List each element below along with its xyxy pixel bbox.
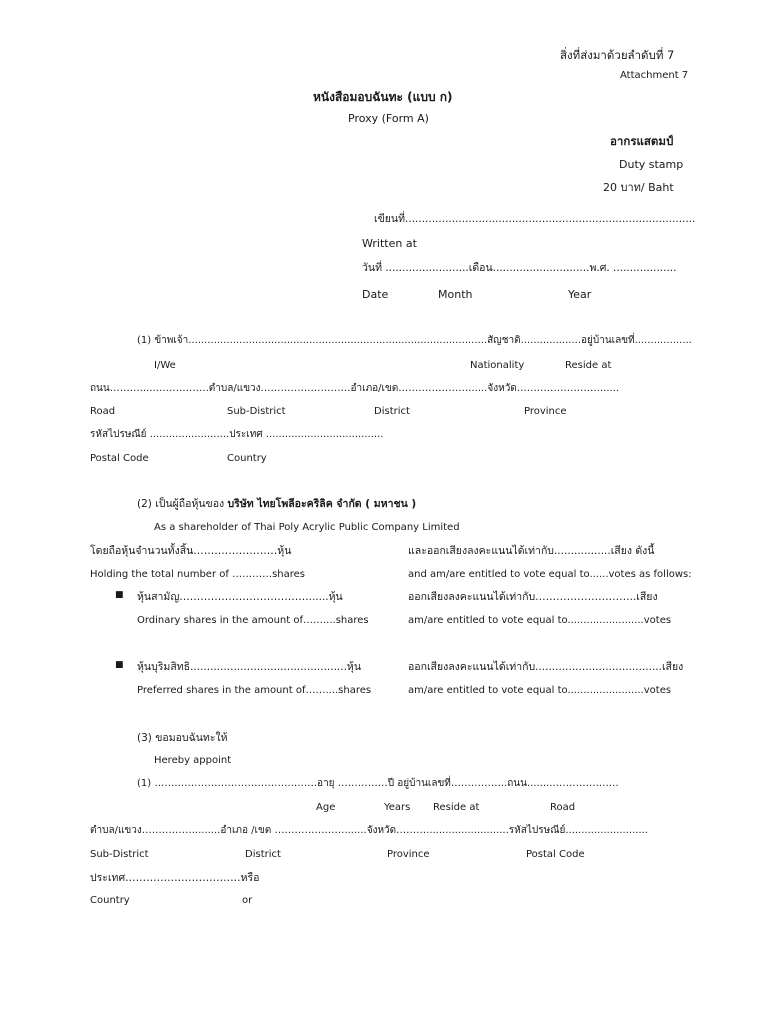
subdistrict-label: Sub-District [227, 406, 286, 417]
company-name-th: บริษัท ไทยโพลีอะคริลิค จำกัด ( มหาชน ) [227, 498, 417, 510]
shareholder-line-en: As a shareholder of Thai Poly Acrylic Public Company Limited [154, 522, 460, 533]
date-field[interactable]: วันที่ .........................เดือน.............................พ.ศ. ................... [362, 262, 677, 274]
bullet-icon: ■ [115, 660, 124, 670]
district-label: District [245, 849, 281, 860]
preferred-votes-field[interactable]: ออกเสียงลงคะแนนได้เท่ากับ......................................เสียง [408, 661, 684, 673]
bullet-icon: ■ [115, 590, 124, 600]
preferred-shares-label-en: Preferred shares in the amount of……....shares [137, 685, 372, 696]
shareholder-prefix: (2) เป็นผู้ถือหุ้นของ [137, 498, 228, 510]
form-title-th: หนังสือมอบฉันทะ (แบบ ก) [313, 90, 453, 104]
written-at-field[interactable]: เขียนที่....................................................................................... [374, 213, 696, 225]
province-label: Province [387, 849, 430, 860]
ordinary-shares-field[interactable]: หุ้นสามัญ……………………………….......หุ้น [137, 591, 343, 603]
reside-label: Reside at [433, 802, 480, 813]
age-label: Age [316, 802, 336, 813]
nationality-label: Nationality [470, 360, 525, 371]
subdistrict-label: Sub-District [90, 849, 149, 860]
address-field-line[interactable]: ถนน……….....…………….ตำบล/แขวง………………………อำเภอ/เขต…………………......จังหวัด……………………....... [90, 383, 620, 394]
total-shares-field[interactable]: โดยถือหุ้นจำนวนทั้งสิ้น……………………หุ้น [90, 545, 292, 557]
postal-field-line[interactable]: รหัสไปรษณีย์ .........................ประเทศ ..................................... [90, 429, 384, 440]
ordinary-shares-label-en: Ordinary shares in the amount of……....shares [137, 615, 369, 626]
attachment-label-th: สิ่งที่ส่งมาด้วยลำดับที่ 7 [560, 48, 675, 62]
preferred-votes-label-en: am/are entitled to vote equal to........................votes [408, 685, 672, 696]
month-label-en: Month [438, 288, 473, 301]
country-label: Country [227, 453, 267, 464]
total-shares-label-en: Holding the total number of …………shares [90, 569, 305, 580]
postal-code-label: Postal Code [526, 849, 585, 860]
province-label: Province [524, 406, 567, 417]
total-votes-field[interactable]: และออกเสียงลงคะแนนได้เท่ากับ.................เสียง ดังนี้ [408, 545, 655, 557]
grantor-field-line[interactable]: (1) ข้าพเจ้า..............................................................................................สัญชาติ...................อยู่บ้านเลขที่.................. [137, 335, 692, 346]
iwe-label: I/We [154, 360, 176, 371]
year-label-en: Year [568, 288, 592, 301]
preferred-shares-field[interactable]: หุ้นบุริมสิทธิ...............................................หุ้น [137, 661, 362, 673]
reside-label: Reside at [565, 360, 612, 371]
ordinary-votes-label-en: am/are entitled to vote equal to........................votes [408, 615, 672, 626]
appoint-line-en: Hereby appoint [154, 755, 232, 766]
total-votes-label-en: and am/are entitled to vote equal to......votes as follows: [408, 569, 692, 580]
form-title-en: Proxy (Form A) [348, 112, 429, 125]
duty-stamp-amount: 20 บาท/ Baht [603, 181, 674, 194]
ordinary-votes-field[interactable]: ออกเสียงลงคะแนนได้เท่ากับ………………………..เสียง [408, 591, 658, 603]
appoint-line-th: (3) ขอมอบฉันทะให้ [137, 732, 228, 744]
years-label: Years [384, 802, 411, 813]
proxy1-address-field[interactable]: ตำบล/แขวง…………….........อำเภอ /เขต ………………….......จังหวัด………..........................รหัสไปรษณีย์.......................... [90, 825, 648, 836]
road-label: Road [550, 802, 576, 813]
road-label: Road [90, 406, 116, 417]
postal-code-label: Postal Code [90, 453, 149, 464]
duty-stamp-label-th: อากรแสตมป์ [610, 134, 674, 148]
written-at-label-en: Written at [362, 237, 417, 250]
district-label: District [374, 406, 410, 417]
or-label: or [242, 895, 253, 906]
shareholder-line-th [137, 497, 416, 511]
date-label-en: Date [362, 288, 389, 301]
country-label: Country [90, 895, 130, 906]
duty-stamp-label-en: Duty stamp [619, 158, 684, 171]
proxy1-field-line[interactable]: (1) …….……………………………..…….อายุ ……………ปี อยู่บ้านเลขที่……………..ถนน.........………….…… [137, 778, 619, 789]
attachment-label-en: Attachment 7 [620, 70, 689, 81]
proxy1-country-field[interactable]: ประเทศ……………………………หรือ [90, 872, 260, 884]
